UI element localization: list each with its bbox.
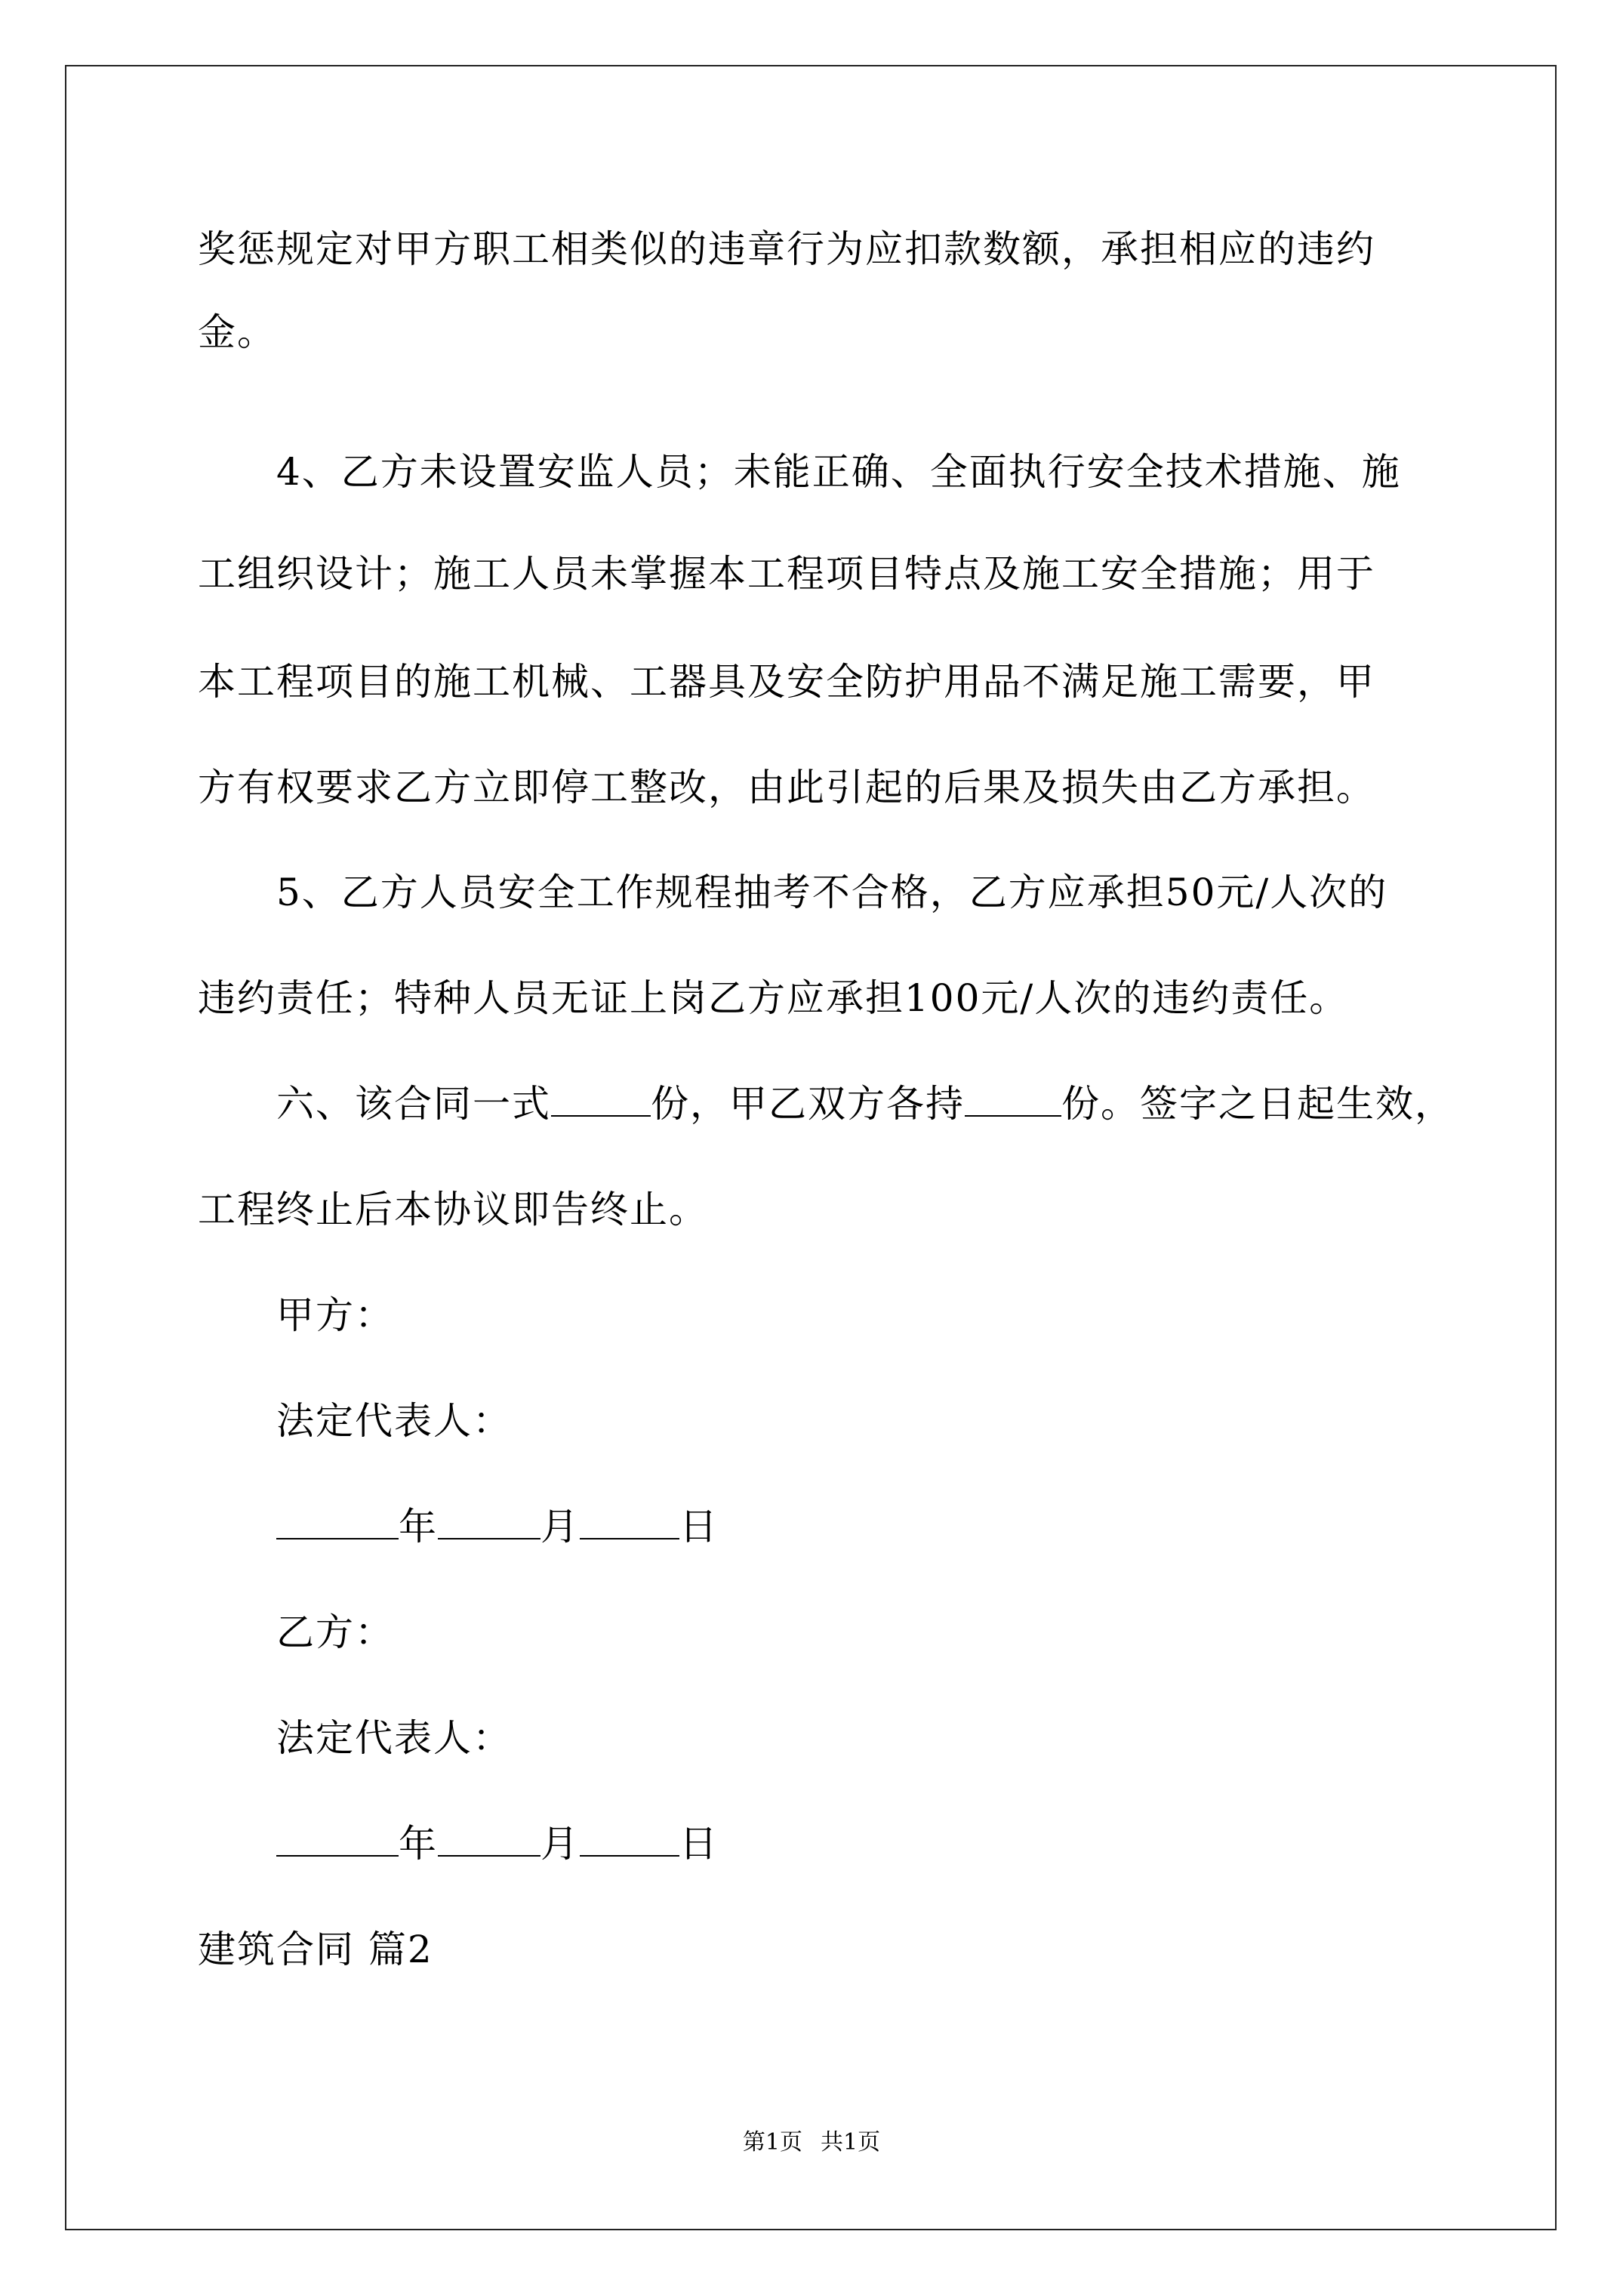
month-label: 月 — [540, 1822, 580, 1866]
paragraph-line: 工程终止后本协议即告终止。 — [198, 1188, 708, 1231]
year-blank[interactable] — [276, 1505, 399, 1539]
page-total: 共1页 — [821, 2129, 881, 2156]
month-blank[interactable] — [438, 1822, 540, 1857]
year-label: 年 — [399, 1505, 438, 1549]
page-footer — [0, 2128, 1623, 2158]
party-a-label: 甲方： — [276, 1293, 394, 1337]
paragraph-line: 5、乙方人员安全工作规程抽考不合格，乙方应承担50元/人次的 — [276, 871, 1388, 914]
page-border — [65, 65, 1557, 2230]
party-b-date — [276, 1821, 719, 1866]
section-heading: 建筑合同 篇2 — [198, 1928, 433, 1971]
party-a-date — [276, 1504, 719, 1549]
paragraph-line: 方有权要求乙方立即停工整改，由此引起的后果及损失由乙方承担。 — [198, 766, 1375, 809]
party-b-label: 乙方： — [276, 1610, 394, 1654]
text-segment: 份。签字之日起生效， — [1061, 1082, 1454, 1126]
day-blank[interactable] — [580, 1505, 679, 1539]
paragraph-line: 4、乙方未设置安监人员；未能正确、全面执行安全技术措施、施 — [276, 450, 1401, 494]
paragraph-line: 违约责任；特种人员无证上岗乙方应承担100元/人次的违约责任。 — [198, 976, 1349, 1020]
paragraph-line — [276, 1081, 1454, 1126]
paragraph-line: 本工程项目的施工机械、工器具及安全防护用品不满足施工需要，甲 — [198, 660, 1375, 704]
month-label: 月 — [540, 1505, 580, 1549]
day-label: 日 — [679, 1822, 719, 1866]
paragraph-line: 奖惩规定对甲方职工相类似的违章行为应扣款数额，承担相应的违约 — [198, 227, 1375, 271]
page-number: 第1页 — [742, 2129, 802, 2156]
year-blank[interactable] — [276, 1822, 399, 1857]
party-a-representative-label: 法定代表人： — [276, 1399, 512, 1443]
party-b-representative-label: 法定代表人： — [276, 1716, 512, 1760]
day-blank[interactable] — [580, 1822, 679, 1857]
month-blank[interactable] — [438, 1505, 540, 1539]
copies-blank[interactable] — [551, 1082, 651, 1117]
copies-each-blank[interactable] — [965, 1082, 1061, 1117]
text-segment: 份，甲乙双方各持 — [651, 1082, 965, 1126]
year-label: 年 — [399, 1822, 438, 1866]
text-segment: 六、该合同一式 — [276, 1082, 551, 1126]
paragraph-line: 工组织设计；施工人员未掌握本工程项目特点及施工安全措施；用于 — [198, 552, 1375, 596]
day-label: 日 — [679, 1505, 719, 1549]
paragraph-line: 金。 — [198, 310, 276, 354]
